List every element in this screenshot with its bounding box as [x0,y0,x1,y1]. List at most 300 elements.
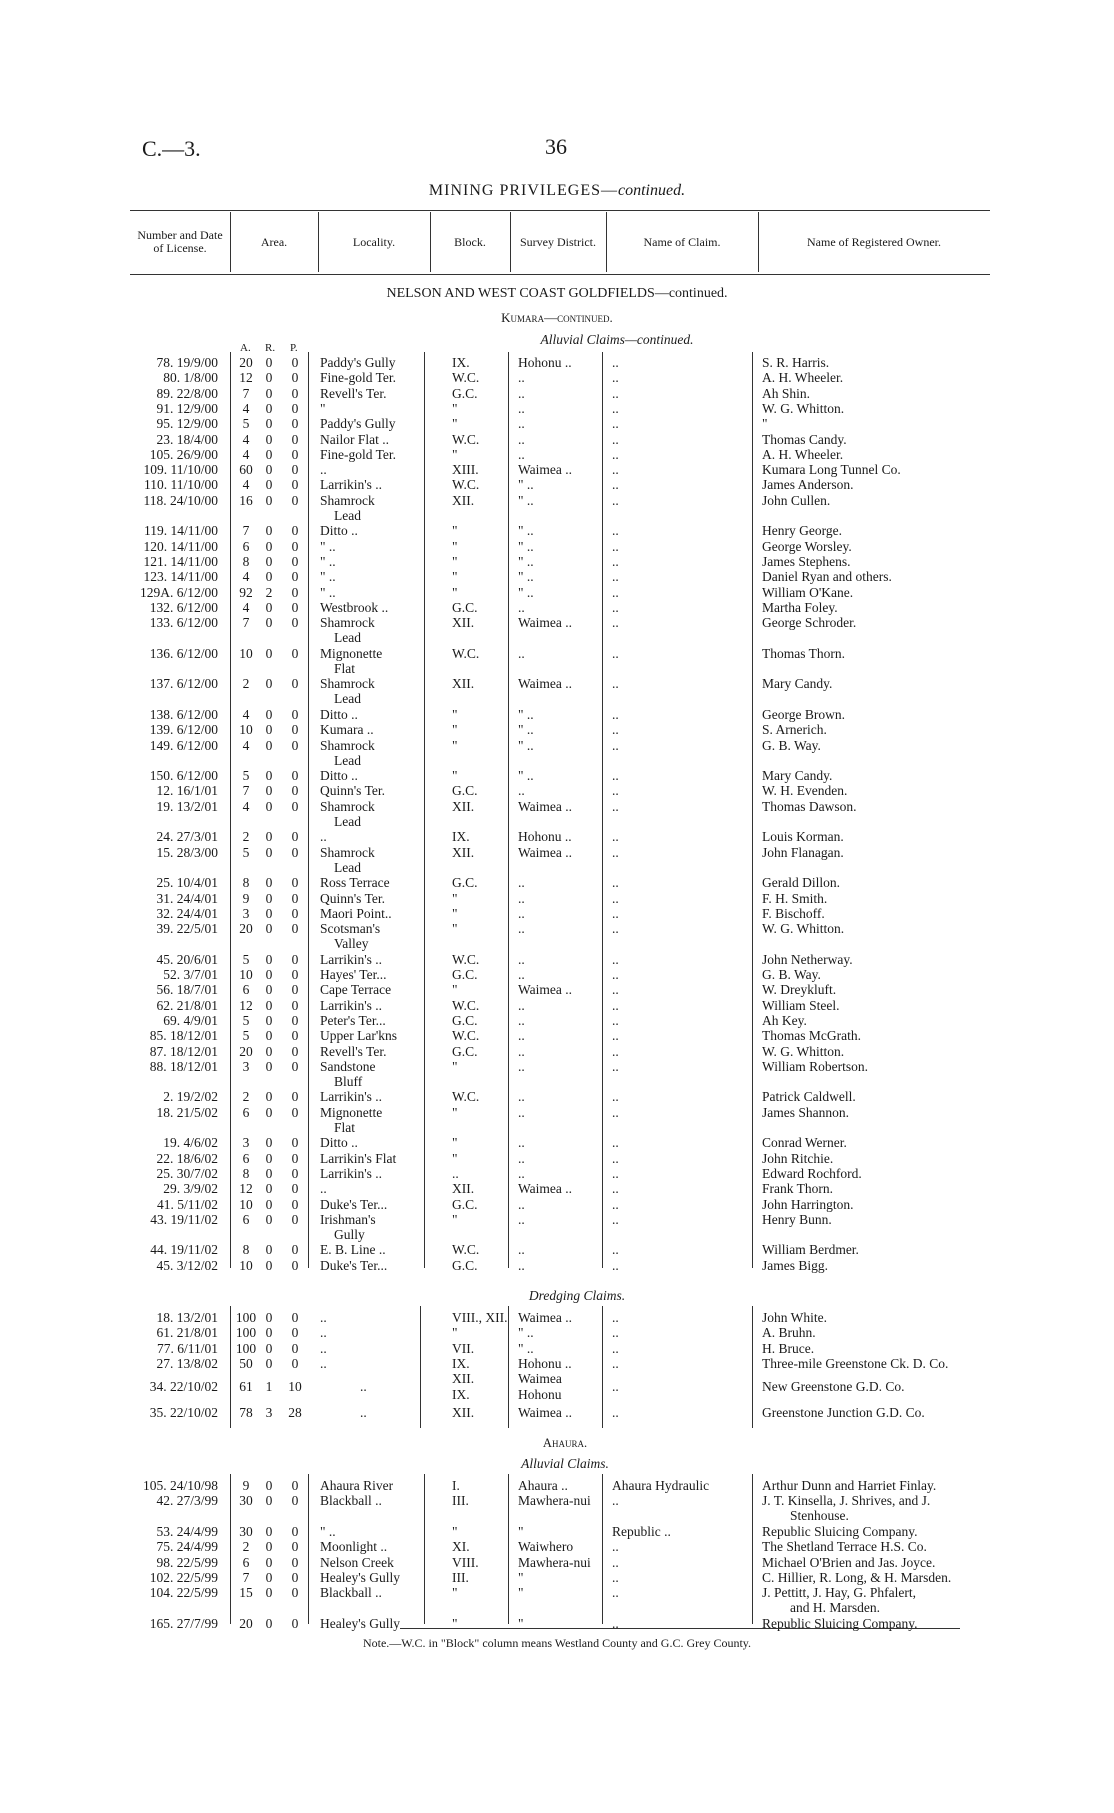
cell-blk: " [452,1615,458,1631]
cell-lic: 69. 4/9/01 [163,1012,218,1028]
cell-loc: .. [320,1310,327,1325]
cell-loc: Larrikin's .. [320,477,383,493]
cell-lic: 119. 14/11/00 [144,523,218,539]
cell-claim: .. [612,1257,619,1273]
cell-dist: .. [518,905,525,921]
cell-claim: .. [612,355,619,370]
cell-a: 8 [242,875,250,891]
cell-lic: 27. 13/8/02 [156,1355,218,1371]
cell-a: 8 [242,1165,250,1181]
cell-loc: Healey's Gully [320,1569,401,1585]
cell-blk: " [452,1523,458,1539]
cell-loc: Shamrock [320,676,375,692]
col-district: Survey District. [520,234,596,249]
table-row [0,891,1114,907]
cell-dist: " .. [518,768,534,784]
cell-own: John White. [762,1310,827,1325]
cell-loc: Revell's Ter. [320,385,387,401]
cell-dist: .. [518,1012,525,1028]
cell-claim: .. [612,1310,619,1325]
cell-p: 0 [291,722,299,738]
cell-lic: 77. 6/11/01 [156,1340,218,1356]
cell-own: Three-mile Greenstone Ck. D. Co. [762,1355,949,1371]
table-row [0,432,1114,448]
cell-blk: " [452,1150,458,1166]
table-row [0,585,1114,601]
cell-r: 0 [265,1196,273,1212]
cell-own: Daniel Ryan and others. [762,569,892,585]
table-row [0,967,1114,983]
col-owner: Name of Registered Owner. [807,234,941,249]
cell-claim: .. [612,1089,619,1105]
cell-loc: Nelson Creek [320,1554,394,1570]
cell-blk: " [452,890,458,906]
cell-loc: Maori Point.. [320,905,392,921]
cell-own: Thomas Candy. [762,431,847,447]
cell-own: Thomas Thorn. [762,645,845,661]
cell-claim: .. [612,431,619,447]
cell-r: 0 [265,706,273,722]
cell-claim: .. [612,1181,619,1197]
table-row [0,1616,1114,1632]
cell-loc-cont: Bluff [334,1073,363,1089]
cell-a: 6 [242,1150,250,1166]
cell-r: 0 [265,1355,273,1371]
cell-blk: " [452,400,458,416]
cell-dist: .. [518,645,525,661]
cell-a: 12 [239,997,253,1013]
cell-blk: XII. [452,844,475,860]
cell-loc: " .. [320,1523,336,1539]
cell-lic: 29. 3/9/02 [163,1181,218,1197]
cell-p: 0 [291,706,299,722]
cell-blk: XII. [452,798,475,814]
cell-p: 0 [291,1585,299,1601]
cell-dist: .. [518,400,525,416]
cell-p: 0 [291,1539,299,1555]
table-row [0,554,1114,570]
cell-lic: 78. 19/9/00 [156,355,218,370]
cell-dist: .. [518,1257,525,1273]
cell-dist: .. [518,446,525,462]
cell-claim: .. [612,538,619,554]
cell-lic: 32. 24/4/01 [156,905,218,921]
cell-blk: VIII., XII. [452,1310,508,1325]
cell-a: 7 [242,783,250,799]
cell-dist1: Waimea [518,1371,562,1387]
cell-r: 0 [265,921,273,937]
cell-blk: .. [452,1165,459,1181]
cell-loc: Ditto .. [320,523,358,539]
cell-r: 0 [265,355,273,370]
cell-claim: Republic .. [612,1523,671,1539]
cell-p: 0 [291,1012,299,1028]
cell-lic: 44. 19/11/02 [150,1242,218,1258]
cell-dist: Waimea .. [518,982,573,998]
cell-lic: 15. 28/3/00 [156,844,218,860]
cell-lic: 95. 12/9/00 [156,416,218,432]
cell-a: 5 [242,768,250,784]
cell-loc: " .. [320,584,336,600]
table-row [0,416,1114,432]
cell-a: 5 [242,844,250,860]
cell-p: 0 [291,355,299,370]
cell-a: 7 [242,523,250,539]
table-row [0,1555,1114,1571]
cell-p: 0 [291,737,299,753]
cell-r: 0 [265,1615,273,1631]
cell-claim: .. [612,676,619,692]
cell-lic: 110. 11/10/00 [144,477,218,493]
cell-r: 0 [265,1554,273,1570]
cell-claim: .. [612,492,619,508]
cell-blk: " [452,1135,458,1151]
cell-r: 0 [265,1569,273,1585]
cell-p: 0 [291,1493,299,1509]
cell-r: 2 [265,584,273,600]
table-row [0,1197,1114,1213]
cell-p: 0 [291,768,299,784]
cell-blk: " [452,1058,458,1074]
cell-p: 0 [291,615,299,631]
cell-a: 5 [242,416,250,432]
cell-p: 0 [291,1340,299,1356]
cell-a: 20 [239,1615,253,1631]
cell-p: 0 [291,997,299,1013]
cell-dist: .. [518,385,525,401]
cell-p: 0 [291,569,299,585]
cell-blk: " [452,768,458,784]
table-row [0,569,1114,585]
table-row [0,1181,1114,1197]
cell-lic: 45. 3/12/02 [156,1257,218,1273]
cell-own: Ah Shin. [762,385,811,401]
cell-r: 0 [265,569,273,585]
cell-own: Republic Sluicing Company. [762,1523,918,1539]
cell-p: 0 [291,446,299,462]
cell-lic: 123. 14/11/00 [143,569,218,585]
cell-own: W. G. Whitton. [762,1043,845,1059]
cell-a: 3 [242,905,250,921]
cell-loc: Revell's Ter. [320,1043,387,1059]
cell-r: 0 [265,737,273,753]
cell-a: 15 [239,1585,253,1601]
cell-lic: 136. 6/12/00 [149,645,218,661]
cell-lic: 25. 10/4/01 [156,875,218,891]
cell-loc: Hayes' Ter... [320,967,387,982]
cell-lic: 42. 27/3/99 [156,1493,218,1509]
cell-loc: " .. [320,538,336,554]
cell-claim: .. [612,1028,619,1044]
cell-r: 0 [265,1058,273,1074]
cell-blk: " [452,1104,458,1120]
table-row [0,600,1114,616]
subsection-dredging: Dredging Claims. [528,1288,626,1303]
cell-a: 50 [239,1355,253,1371]
cell-blk: W.C. [452,1089,480,1105]
header-top-rule [130,210,990,211]
cell-r: 1 [265,1379,273,1395]
cell-r: 0 [265,1340,273,1356]
cell-p: 0 [291,431,299,447]
cell-loc-cont: Gully [334,1226,365,1242]
cell-dist: " .. [518,538,534,554]
cell-a: 2 [242,1539,250,1555]
cell-dist: Waimea .. [518,1310,573,1325]
cell-a: 9 [242,1478,250,1493]
cell-lic: 56. 18/7/01 [156,982,218,998]
cell-claim: .. [612,523,619,539]
cell-r: 0 [265,523,273,539]
cell-own: J. T. Kinsella, J. Shrives, and J. [762,1493,931,1509]
cell-p: 0 [291,921,299,937]
cell-a: 8 [242,553,250,569]
cell-lic: 139. 6/12/00 [149,722,218,738]
cell-r: 0 [265,645,273,661]
cell-p: 0 [291,1196,299,1212]
table-row [0,1325,1114,1341]
cell-blk: W.C. [452,645,480,661]
cell-blk: " [452,538,458,554]
header-divider [430,212,431,272]
area-unit-roods: R. [265,342,276,354]
cell-r: 0 [265,1539,273,1555]
cell-loc: .. [360,1405,367,1421]
cell-dist: .. [518,875,525,891]
cell-r: 0 [265,798,273,814]
table-row [0,477,1114,493]
cell-a: 6 [242,1211,250,1227]
table-row [0,1570,1114,1586]
col-claim: Name of Claim. [643,234,721,249]
cell-own: James Anderson. [762,477,854,493]
cell-p: 0 [291,1028,299,1044]
cell-loc: Shamrock [320,737,375,753]
cell-loc: Sandstone [320,1058,376,1074]
cell-lic: 137. 6/12/00 [149,676,218,692]
cell-loc: .. [320,1325,327,1341]
cell-a: 7 [242,615,250,631]
cell-r: 0 [265,1310,273,1325]
cell-blk1: XII. [452,1371,475,1387]
cell-p: 0 [291,1058,299,1074]
cell-blk: XII. [452,492,475,508]
table-row [0,1166,1114,1182]
cell-lic: 133. 6/12/00 [149,615,218,631]
cell-blk: " [452,722,458,738]
cell-r: 0 [265,1493,273,1509]
cell-claim: .. [612,1043,619,1059]
cell-r: 0 [265,1523,273,1539]
cell-blk: IX. [452,1355,470,1371]
cell-blk: " [452,416,458,432]
cell-own: J. Pettitt, J. Hay, G. Phfalert, [762,1585,916,1601]
cell-p: 0 [291,1181,299,1197]
cell-own: John Ritchie. [762,1150,834,1166]
cell-p: 0 [291,982,299,998]
cell-r: 0 [265,538,273,554]
cell-claim: .. [612,1493,619,1509]
cell-dist: .. [518,599,525,615]
table-row [0,722,1114,738]
header-divider [318,212,319,272]
cell-own: W. H. Evenden. [762,783,848,799]
cell-blk: W.C. [452,1028,480,1044]
cell-own: John Flanagan. [762,844,844,860]
cell-claim: .. [612,1211,619,1227]
cell-own: S. Arnerich. [762,722,827,738]
cell-claim: .. [612,1539,619,1555]
cell-claim: .. [612,1615,619,1631]
cell-lic: 23. 18/4/00 [156,431,218,447]
table-row [0,982,1114,998]
cell-r: 0 [265,1089,273,1105]
cell-blk: W.C. [452,431,480,447]
cell-lic: 35. 22/10/02 [149,1405,218,1421]
cell-claim: .. [612,1569,619,1585]
cell-blk: G.C. [452,783,478,799]
cell-p: 0 [291,462,299,478]
cell-blk: " [452,569,458,585]
cell-own: William Steel. [762,997,840,1013]
cell-a: 100 [235,1325,257,1341]
cell-r: 0 [265,615,273,631]
cell-claim: .. [612,1585,619,1601]
table-row [0,1013,1114,1029]
cell-dist: .. [518,1058,525,1074]
cell-blk: G.C. [452,385,478,401]
cell-claim: .. [612,1340,619,1356]
cell-own: Mary Candy. [762,768,833,784]
table-row [0,1135,1114,1151]
header-bottom-rule [130,274,990,275]
table-row [0,1104,1114,1135]
cell-own: F. H. Smith. [762,890,828,906]
cell-a: 12 [239,370,253,386]
cell-blk: W.C. [452,477,480,493]
cell-claim: .. [612,1325,619,1341]
cell-claim: .. [612,997,619,1013]
cell-p: 0 [291,1257,299,1273]
cell-loc: Larrikin's .. [320,951,383,967]
cell-claim: .. [612,951,619,967]
page-title [0,182,1114,200]
cell-loc: Duke's Ter... [320,1257,388,1273]
cell-lic: 18. 13/2/01 [156,1310,218,1325]
cell-p: 0 [291,905,299,921]
cell-claim: .. [612,829,619,845]
cell-dist: .. [518,921,525,937]
cell-dist: .. [518,1196,525,1212]
table-row [0,798,1114,829]
cell-r: 0 [265,446,273,462]
cell-dist: .. [518,1150,525,1166]
cell-a: 2 [242,829,250,845]
cell-claim: .. [612,1058,619,1074]
cell-r: 0 [265,431,273,447]
cell-blk: G.C. [452,967,478,982]
header-divider [758,212,759,272]
cell-blk: VII. [452,1340,475,1356]
document-reference: C.—3. [142,136,201,161]
cell-blk: G.C. [452,1043,478,1059]
cell-blk: " [452,523,458,539]
cell-a: 4 [242,798,250,814]
cell-loc-cont: Valley [334,936,369,952]
cell-blk: G.C. [452,1257,478,1273]
cell-lic: 43. 19/11/02 [150,1211,218,1227]
cell-claim: .. [612,890,619,906]
table-row [0,829,1114,845]
cell-a: 78 [239,1405,253,1421]
table-row [0,1089,1114,1105]
cell-own: C. Hillier, R. Long, & H. Marsden. [762,1569,952,1585]
cell-r: 0 [265,875,273,891]
cell-a: 30 [239,1493,253,1509]
section-ahaura: Ahaura. [542,1436,588,1450]
cell-blk: " [452,737,458,753]
cell-loc: Ahaura River [320,1478,394,1493]
table-row [0,401,1114,417]
cell-own: A. H. Wheeler. [762,446,844,462]
cell-claim: Ahaura Hydraulic [612,1478,710,1493]
cell-p: 0 [291,1310,299,1325]
cell-r: 0 [265,553,273,569]
cell-dist: Mawhera-nui [518,1554,591,1570]
cell-claim: .. [612,370,619,386]
cell-lic: 129A. 6/12/00 [139,584,218,600]
cell-blk: VIII. [452,1554,479,1570]
cell-dist: " .. [518,737,534,753]
table-row [0,462,1114,478]
cell-p: 0 [291,538,299,554]
cell-blk: XIII. [452,462,479,478]
cell-a: 10 [239,645,253,661]
cell-lic: 80. 1/8/00 [163,370,218,386]
cell-r: 0 [265,844,273,860]
table-row [0,1493,1114,1524]
cell-r: 0 [265,890,273,906]
cell-r: 0 [265,1257,273,1273]
cell-p: 0 [291,370,299,386]
cell-loc: .. [360,1379,367,1395]
cell-dist: Hohonu .. [518,829,572,845]
cell-r: 0 [265,385,273,401]
cell-claim: .. [612,844,619,860]
table-row [0,523,1114,539]
cell-loc: .. [320,1181,327,1197]
cell-loc-cont: Lead [334,813,361,829]
cell-blk: III. [452,1493,469,1509]
cell-loc: Ditto .. [320,1135,358,1151]
cell-a: 10 [239,967,253,982]
cell-own: Greenstone Junction G.D. Co. [762,1405,925,1421]
cell-loc-cont: Lead [334,630,361,646]
cell-r: 0 [265,1181,273,1197]
cell-r: 0 [265,982,273,998]
cell-own: W. Dreykluft. [762,982,837,998]
cell-blk: " [452,1325,458,1341]
cell-claim: .. [612,1554,619,1570]
table-row [0,447,1114,463]
table-row [0,1211,1114,1242]
cell-claim: .. [612,553,619,569]
cell-dist: Waimea .. [518,1405,573,1421]
header-divider [510,212,511,272]
cell-r: 0 [265,1028,273,1044]
cell-dist: " .. [518,1325,534,1341]
cell-claim: .. [612,1405,619,1421]
